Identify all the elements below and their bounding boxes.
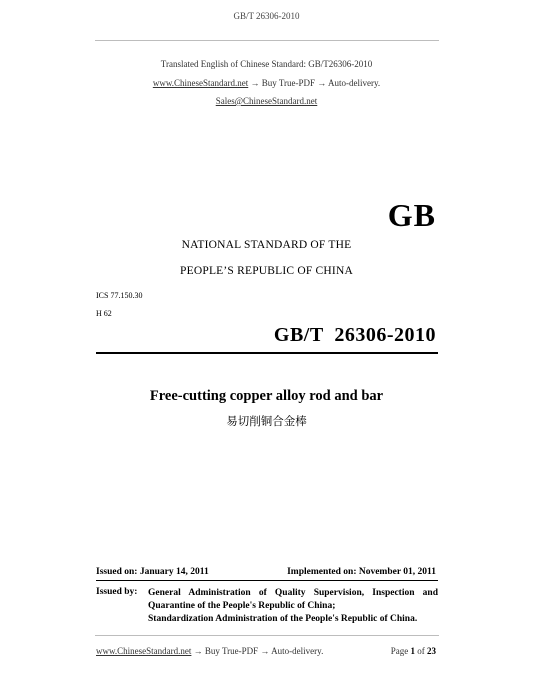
title-rule <box>96 352 438 354</box>
of-word: of <box>415 646 427 656</box>
page-indicator <box>391 646 436 656</box>
standard-number: GB/T 26306-2010 <box>273 324 436 346</box>
footer-divider <box>95 635 439 636</box>
running-header: GB/T 26306-2010 <box>233 11 300 21</box>
footer-buy-line <box>96 646 323 656</box>
footer-buy-text: → Buy True-PDF → Auto-delivery. <box>191 646 324 656</box>
page-word: Page <box>390 646 411 656</box>
email-line <box>0 96 533 106</box>
national-standard-line2: PEOPLE’S REPUBLIC OF CHINA <box>180 265 353 277</box>
issued-date: Issued on: January 14, 2011 <box>96 567 209 577</box>
page-number: 1 <box>410 646 415 656</box>
national-standard-line1: NATIONAL STANDARD OF THE <box>181 239 352 251</box>
buy-line <box>0 78 533 88</box>
buy-text: → Buy True-PDF → Auto-delivery. <box>248 78 381 88</box>
site-link[interactable]: www.ChineseStandard.net <box>152 78 249 88</box>
ccs-code: H 62 <box>96 309 112 318</box>
ics-code: ICS 77.150.30 <box>96 291 143 300</box>
gb-mark: GB <box>387 197 436 233</box>
issuer-1: General Administration of Quality Supervision, Inspection and Quarantine of the People's Republic of China; <box>148 588 438 611</box>
document-title-zh: 易切削铜合金棒 <box>226 414 307 428</box>
issue-rule <box>96 580 438 581</box>
implemented-date: Implemented on: November 01, 2011 <box>287 567 436 577</box>
translated-note: Translated English of Chinese Standard: GB/T26306-2010 <box>160 59 373 69</box>
document-title-en: Free-cutting copper alloy rod and bar <box>149 388 384 404</box>
header-divider <box>95 40 439 41</box>
issuer-2: Standardization Administration of the People's Republic of China. <box>148 614 418 624</box>
issued-by-label: Issued by: <box>96 587 138 597</box>
email-link[interactable]: Sales@ChineseStandard.net <box>215 96 318 106</box>
page-total: 23 <box>427 646 436 656</box>
footer-site-link[interactable]: www.ChineseStandard.net <box>96 646 192 656</box>
